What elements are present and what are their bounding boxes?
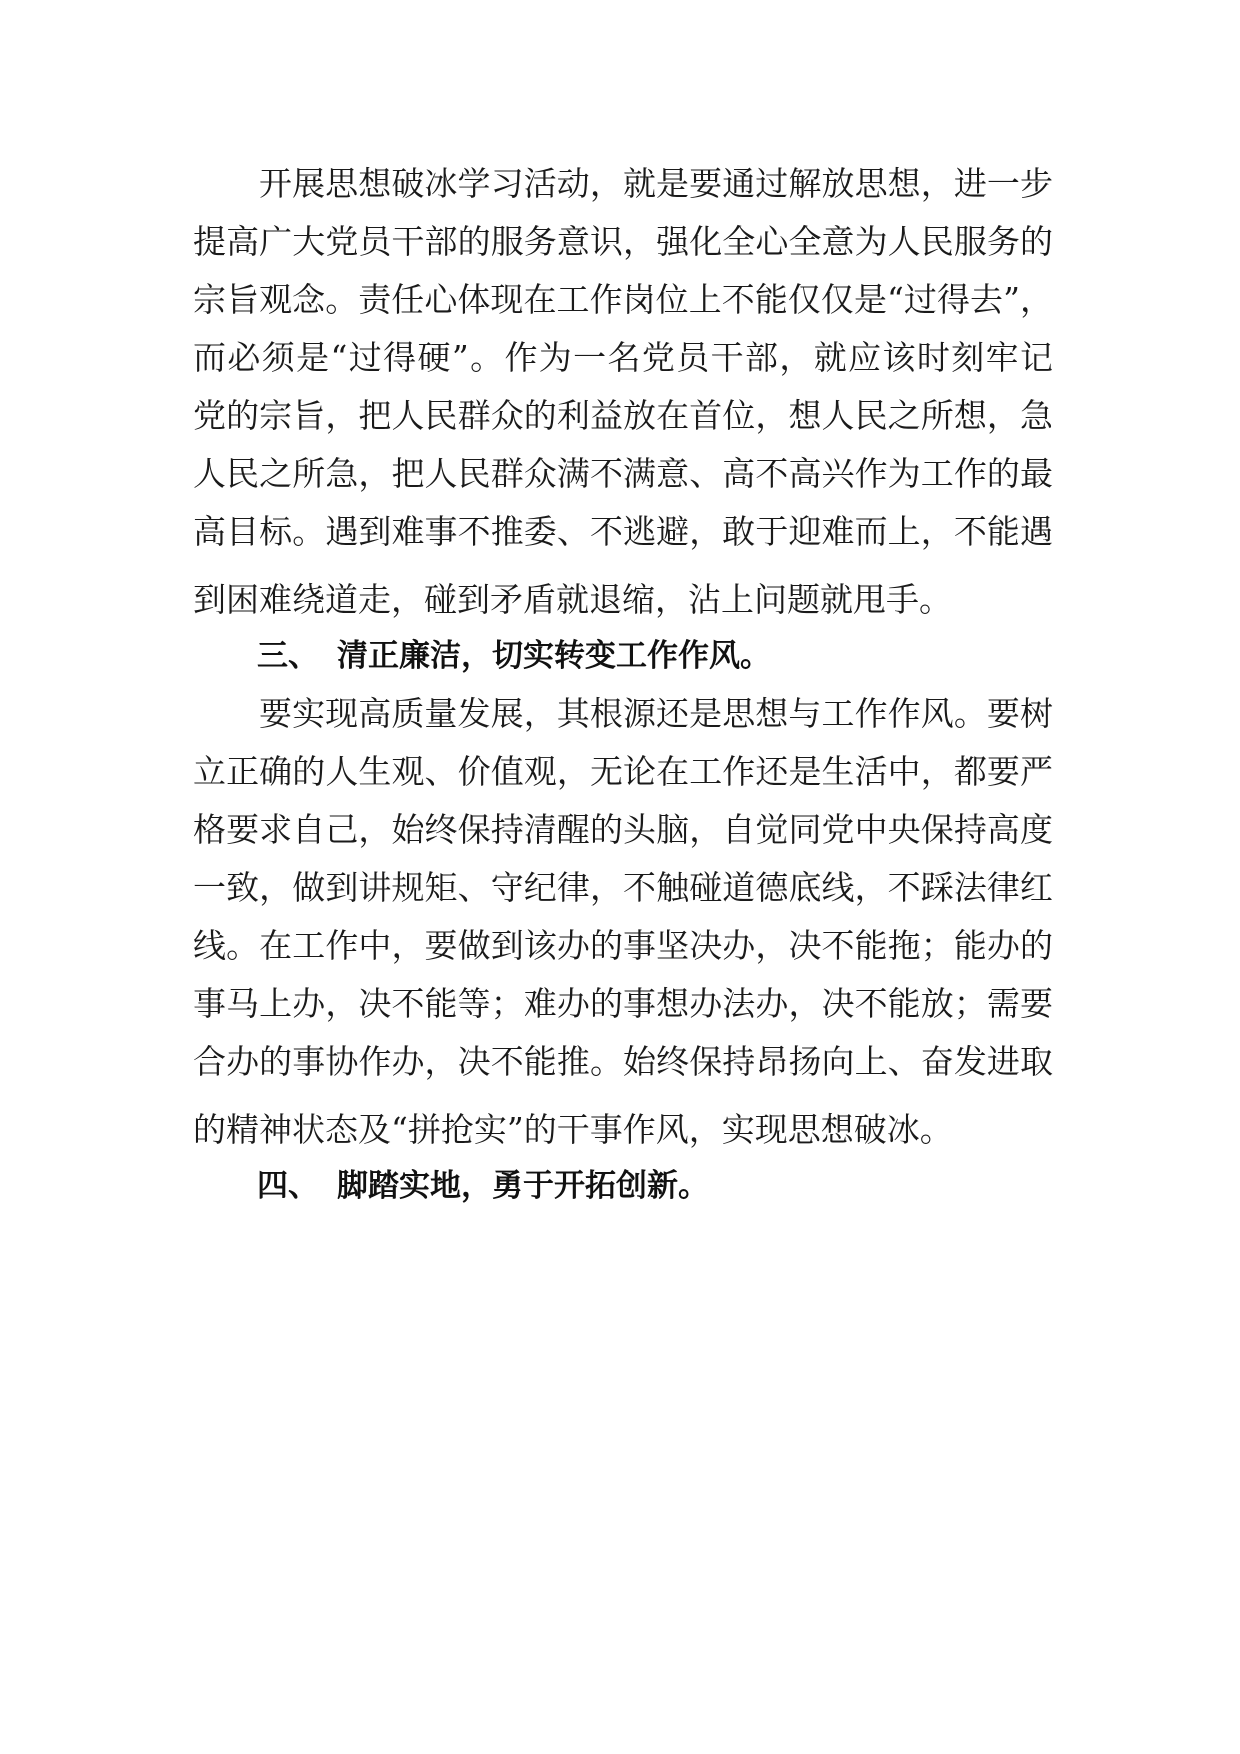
paragraph-line: 合办的事协作办，决不能推。始终保持昂扬向上、奋发进取 [193, 1042, 1053, 1081]
paragraph-line: 线。在工作中，要做到该办的事坚决办，决不能拖；能办的 [193, 926, 1053, 965]
paragraph-line: 格要求自己，始终保持清醒的头脑，自觉同党中央保持高度 [193, 810, 1053, 849]
paragraph-line: 的精神状态及“拼抢实”的干事作风，实现思想破冰。 [193, 1110, 953, 1149]
paragraph-line: 事马上办，决不能等；难办的事想办法办，决不能放；需要 [193, 984, 1053, 1023]
paragraph-line: 提高广大党员干部的服务意识，强化全心全意为人民服务的 [193, 222, 1053, 261]
paragraph-line: 高目标。遇到难事不推委、不逃避，敢于迎难而上，不能遇 [193, 512, 1053, 551]
section-heading-4 [257, 1166, 709, 1206]
paragraph-line: 要实现高质量发展，其根源还是思想与工作作风。要树 [259, 694, 1053, 733]
paragraph-line: 而必须是“过得硬”。作为一名党员干部，就应该时刻牢记 [193, 338, 1053, 377]
paragraph-line: 党的宗旨，把人民群众的利益放在首位，想人民之所想，急 [193, 396, 1053, 435]
paragraph-line: 到困难绕道走，碰到矛盾就退缩，沾上问题就甩手。 [193, 580, 952, 619]
paragraph-line: 宗旨观念。责任心体现在工作岗位上不能仅仅是“过得去”， [193, 280, 1053, 319]
section-heading-3 [257, 636, 771, 676]
paragraph-line: 立正确的人生观、价值观，无论在工作还是生活中，都要严 [193, 752, 1053, 791]
paragraph-line: 一致，做到讲规矩、守纪律，不触碰道德底线，不踩法律红 [193, 868, 1053, 907]
paragraph-line: 开展思想破冰学习活动，就是要通过解放思想，进一步 [259, 164, 1053, 203]
paragraph-line: 人民之所急，把人民群众满不满意、高不高兴作为工作的最 [193, 454, 1053, 493]
section-number: 四、 [257, 1168, 319, 1204]
section-title: 清正廉洁，切实转变工作作风。 [337, 638, 771, 674]
section-title: 脚踏实地，勇于开拓创新。 [337, 1168, 709, 1204]
section-number: 三、 [257, 638, 319, 674]
